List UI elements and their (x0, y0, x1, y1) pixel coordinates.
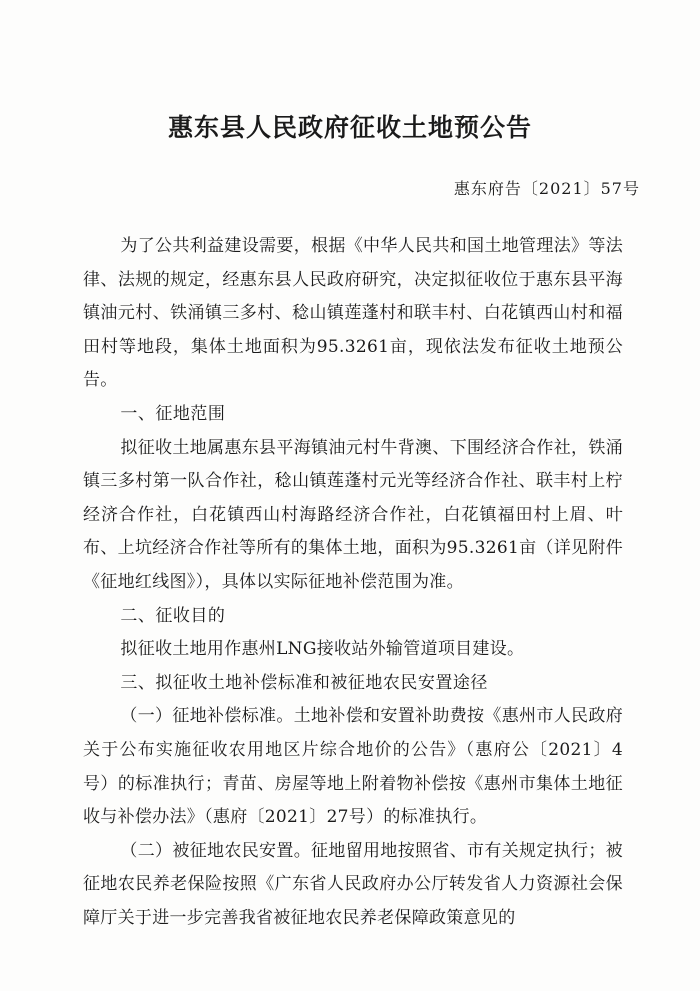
compensation-standard-text: 土地补偿和安置补助费按《惠州市人民政府关于公布实施征收农用地区片综合地价的公告》（惠府公〔2021〕4号）的标准执行；青苗、房屋等地上附着物补偿按《惠州市集体土地征收与补偿办法》（惠府〔2021〕27号）的标准执行。 (83, 706, 624, 828)
paragraph-intro: 为了公共利益建设需要，根据《中华人民共和国土地管理法》等法律、法规的规定，经惠东县人民政府研究，决定拟征收位于惠东县平海镇油元村、铁涌镇三多村、稔山镇莲蓬村和联丰村、白花镇西山村和福田村等地段，集体土地面积为95.3261亩，现依法发布征收土地预公告。 (83, 236, 623, 391)
compensation-standard-lead: （一）征地补偿标准。 (120, 706, 294, 727)
section-heading-scope: 一、征地范围 (120, 403, 226, 424)
document-body (83, 230, 623, 935)
resettlement-lead: （二）被征地农民安置。 (120, 840, 312, 861)
resettlement-text: 征地留用地按照省、市有关规定执行；被征地农民养老保险按照《广东省人民政府办公厅转发省人力资源社会保障厅关于进一步完善我省被征地农民养老保障政策意见的 (83, 840, 623, 928)
document-title: 惠东县人民政府征收土地预公告 (167, 113, 532, 142)
section-heading-purpose: 二、征收目的 (120, 605, 226, 626)
section-heading-compensation: 三、拟征收土地补偿标准和被征地农民安置途径 (120, 672, 488, 693)
paragraph-scope: 拟征收土地属惠东县平海镇油元村牛背澳、下围经济合作社，铁涌镇三多村第一队合作社，稔山镇莲蓬村元光等经济合作社、联丰村上柠经济合作社，白花镇西山村海路经济合作社，白花镇福田村上眉、叶布、上坑经济合作社等所有的集体土地，面积为95.3261亩（详见附件《征地红线图》），具体以实际征地补偿范围为准。 (83, 437, 623, 592)
paragraph-compensation-standard (83, 700, 623, 834)
paragraph-purpose: 拟征收土地用作惠州LNG接收站外输管道项目建设。 (120, 639, 525, 660)
document-number: 惠东府告〔2021〕57号 (453, 179, 640, 198)
paragraph-resettlement (83, 835, 623, 936)
